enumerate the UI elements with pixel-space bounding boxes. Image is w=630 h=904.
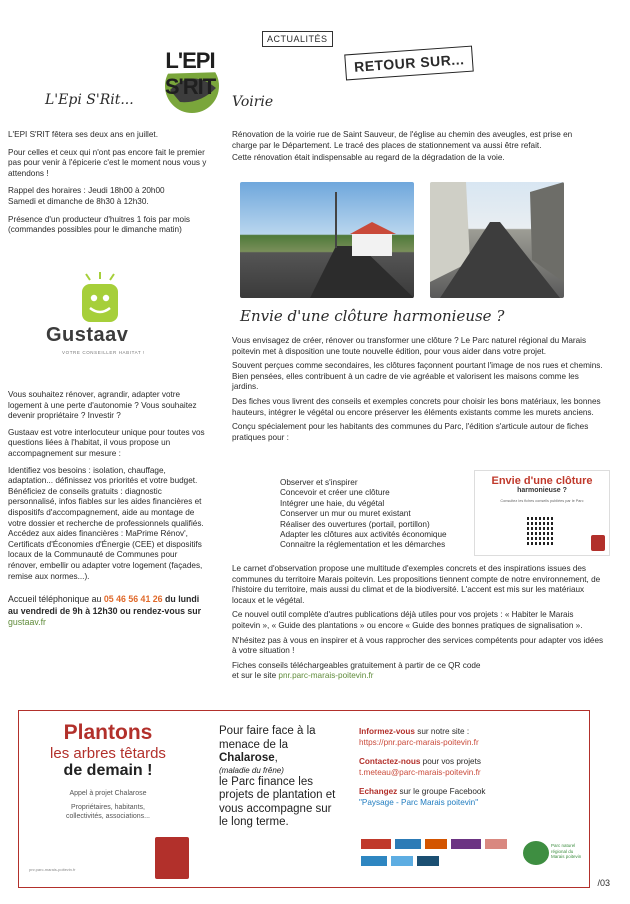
hours-line-2: Samedi et dimanche de 8h30 à 12h30. [8, 196, 149, 206]
voirie-p1: Rénovation de la voirie rue de Saint Sauveur, de l'église au chemin des aveugles, est prise en charge par le Département. Le tracé des places de stationnement va aussi être refait. [232, 130, 573, 150]
banner-right: Informez-vous sur notre site : https://pnr.parc-marais-poitevin.fr Contactez-nous pour vos projets t.meteau@parc-marais-poitevin.fr Echangez sur le groupe Facebook "Paysage - Parc Marais poitevin" [359, 727, 579, 809]
cloture-p4: Conçu spécialement pour les habitants des communes du Parc, l'édition s'articule autour de fiches pratiques pour : [232, 422, 589, 442]
episrit-p4: Présence d'un producteur d'huitres 1 fois par mois (commandes possibles pour le dimanche matin) [8, 214, 190, 235]
partner-logo-icon [451, 839, 481, 849]
voirie-p2: Cette rénovation était indispensable au regard de la dégradation de la voie. [232, 153, 505, 163]
parc-marais-logo-icon [523, 841, 549, 865]
chalarose-banner [18, 710, 590, 888]
gustaav-p8: Bénéficiez de conseils gratuits : diagnostic personnalisé, infos fiables sur les aides financières et dispositifs d'accompagnement, aide au montage de votre dossier et recherche de professionnels qualifiés. [8, 486, 204, 528]
bullet-item: Réaliser des ouvertures (portail, portillon) [280, 519, 430, 529]
page-number: /03 [597, 878, 610, 888]
retour-sur-heading: RETOUR SUR... [344, 46, 474, 81]
road-photo-2 [430, 182, 564, 298]
bullet-item: Connaitre la réglementation et les démarches [280, 540, 446, 550]
cloture-outro [232, 564, 604, 682]
parc-logo-icon [591, 535, 605, 551]
episrit-logo [140, 28, 240, 116]
gustaav-name: Gustaav [46, 324, 129, 346]
cloture-p2: Souvent perçues comme secondaires, les clôtures façonnent pourtant l'image de nos rues et chemins. Bien pensées, elles contribuent à un cadre de vie agréable et valorisent les maisons comme les jardins. [232, 361, 603, 392]
bullet-item: Intégrer une haie, du végétal [280, 498, 385, 508]
partner-logo-icon [425, 839, 447, 849]
gustaav-text [8, 390, 208, 629]
cloture-p6: Ce nouvel outil complète d'autres publications déjà utiles pour vos projets : « Habiter le Marais poitevin », « Guide des plantations » ou encore « Guide des bonnes pratiques de signalisation ». [232, 610, 583, 630]
gustaav-p7: Identifiez vos besoins : isolation, chauffage, adaptation... définissez vos priorités et votre budget. [8, 465, 198, 486]
episrit-p2: Pour celles et ceux qui n'ont pas encore fait le premier pas pour venir à l'épicerie c'est le moment nous vous y attendons ! [8, 147, 207, 178]
cloture-p1: Vous envisagez de créer, rénover ou transformer une clôture ? Le Parc naturel régional du Marais poitevin met à disposition une toute nouvelle édition, pour vous aider dans votre projet. [232, 336, 587, 356]
parc-logo-text: Parc naturel régional du Marais poitevin [551, 843, 582, 859]
partner-logo-icon [417, 856, 439, 866]
episrit-p1: L'EPI S'RIT fêtera ses deux ans en juillet. [8, 130, 158, 139]
gustaav-p9: Accédez aux aides financières : MaPrime Rénov', Certificats d'Économies d'Énergie (CEE) et dispositifs locaux de la Communauté de Communes pour rénover, embellir ou adapter votre logement (façades, remise aux normes...). [8, 529, 203, 581]
voirie-heading: Voirie [232, 94, 274, 110]
cloture-p9: et sur le site pnr.parc-marais-poitevin.fr [232, 671, 374, 681]
gustaav-phone[interactable]: 05 46 56 41 26 [103, 594, 163, 605]
cloture-heading: Envie d'une clôture harmonieuse ? [240, 307, 505, 325]
parc-logo-icon [155, 837, 189, 879]
gustaav-p6: Gustaav est votre interlocuteur unique pour toutes vos questions liées à l'habitat, il vous propose un accompagnement sur mesure : [8, 427, 205, 458]
episrit-text [8, 130, 208, 236]
hours-line-1: Rappel des horaires : Jeudi 18h00 à 20h00 [8, 186, 165, 196]
partner-logo-icon [391, 856, 413, 866]
banner-title-3: de demain ! [63, 762, 153, 779]
partner-logo-icon [361, 839, 391, 849]
banner-title-1: Plantons [63, 721, 153, 744]
partner-logos [361, 839, 511, 869]
cloture-p7: N'hésitez pas à vous en inspirer et à vous rapprocher des services compétents pour adapter vos idées à votre situation ! [232, 635, 604, 656]
banner-left [23, 715, 193, 883]
flyer-caption: Consultez les fiches conseils publiées par le Parc [500, 499, 584, 503]
banner-email-link[interactable]: t.meteau@parc-marais-poitevin.fr [359, 767, 481, 777]
partner-logo-icon [361, 856, 387, 866]
gustaav-tagline: VOTRE CONSEILLER HABITAT ! [62, 350, 145, 355]
banner-middle: Pour faire face à la menace de la Chalarose, (maladie du frêne) le Parc finance les projets de plantation et vous accompagne sur le long terme. [219, 725, 336, 828]
partner-logo-icon [395, 839, 421, 849]
chalarose-word: Chalarose [219, 752, 275, 764]
gustaav-logo [40, 272, 160, 368]
cloture-p5: Le carnet d'observation propose une multitude d'exemples concrets et des inspirations issues des communes du territoire Marais poitevin. Les propositions tiennent compte de notre environnement, de l'histoire du territoire, mais aussi du climat et de la biodiversité. L'accent est mis sur les matériaux locaux et le végétal. [232, 564, 601, 605]
banner-url: pnr.parc-marais-poitevin.fr [29, 867, 76, 872]
bullet-item: Adapter les clôtures aux activités économique [280, 530, 447, 540]
cloture-intro [232, 336, 604, 443]
cloture-p3: Des fiches vous livrent des conseils et exemples concrets pour choisir les bons matériaux, les bonnes hauteurs, intégrer le végétal ou encore préserver les éléments existants comme les murets anciens. [232, 396, 601, 417]
section-tag: ACTUALITÉS [262, 31, 333, 47]
cloture-flyer [474, 470, 610, 556]
flyer-subtitle: harmonieuse ? [517, 487, 567, 494]
banner-sub-2: Propriétaires, habitants, collectivités, associations... [65, 804, 151, 820]
pnr-link[interactable]: pnr.parc-marais-poitevin.fr [278, 671, 374, 681]
banner-facebook-link[interactable]: "Paysage - Parc Marais poitevin" [359, 797, 479, 807]
logo-text: L'EPI S'RIT [164, 48, 216, 99]
episrit-heading: L'Epi S'Rit... [45, 92, 134, 108]
bullet-item: Observer et s'inspirer [280, 478, 358, 487]
banner-site-link[interactable]: https://pnr.parc-marais-poitevin.fr [359, 737, 479, 747]
voirie-text [232, 130, 594, 164]
banner-sub-1: Appel à projet Chalarose [69, 790, 147, 797]
gustaav-contact: Accueil téléphonique au 05 46 56 41 26 du lundi au vendredi de 9h à 12h30 ou rendez-vous sur gustaav.fr [8, 594, 202, 628]
road-photo-1 [240, 182, 414, 298]
cloture-bullets [280, 478, 447, 551]
cloture-p8: Fiches conseils téléchargeables gratuitement à partir de ce QR code [232, 660, 481, 670]
banner-title-2: les arbres têtards [50, 745, 166, 762]
gustaav-link[interactable]: gustaav.fr [8, 617, 46, 628]
bullet-item: Concevoir et créer une clôture [280, 488, 390, 498]
flyer-title: Envie d'une clôture [491, 475, 593, 487]
bullet-item: Conserver un mur ou muret existant [280, 509, 411, 519]
partner-logo-icon [485, 839, 507, 849]
gustaav-p5: Vous souhaitez rénover, agrandir, adapter votre logement à une perte d'autonomie ? Vous souhaitez devenir propriétaire ? Investir ? [8, 390, 197, 421]
qr-code-icon [527, 517, 555, 545]
